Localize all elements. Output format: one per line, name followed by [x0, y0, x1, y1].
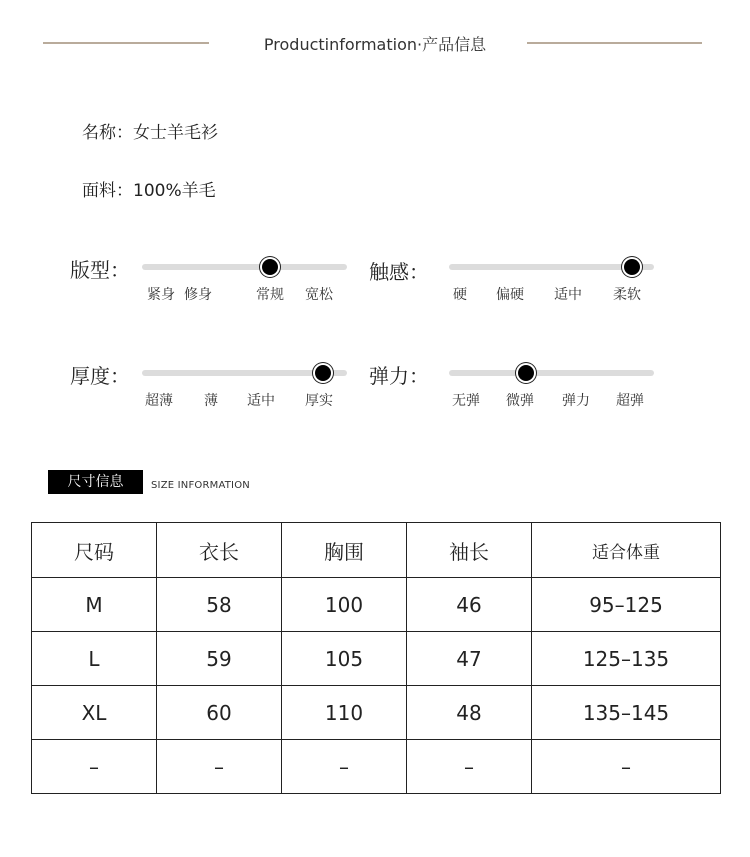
table-cell: –	[282, 740, 407, 794]
table-cell: 135–145	[532, 686, 721, 740]
table-cell: 59	[157, 632, 282, 686]
table-cell: –	[532, 740, 721, 794]
table-cell: 125–135	[532, 632, 721, 686]
attribute-tick: 适中	[247, 393, 275, 409]
attribute-tick: 宽松	[305, 287, 333, 303]
attribute-tick: 弹力	[562, 393, 590, 409]
attribute-tick: 柔软	[613, 287, 641, 303]
table-cell: 47	[407, 632, 532, 686]
attribute-label: 弹力：	[369, 364, 429, 388]
product-name-row	[82, 118, 218, 143]
table-cell: 110	[282, 686, 407, 740]
table-header-cell: 尺码	[32, 523, 157, 578]
attribute-tick: 修身	[184, 287, 212, 303]
table-cell: 105	[282, 632, 407, 686]
attribute-tick: 厚实	[305, 393, 333, 409]
attribute-tick: 薄	[204, 393, 218, 409]
product-name-label: 名称：	[82, 123, 133, 143]
product-fabric-value: 100%羊毛	[133, 181, 216, 201]
table-cell: XL	[32, 686, 157, 740]
table-cell: –	[157, 740, 282, 794]
attribute-track	[142, 264, 347, 270]
attribute-tick: 超弹	[616, 393, 644, 409]
attribute-tick: 无弹	[452, 393, 480, 409]
product-name-value: 女士羊毛衫	[133, 123, 218, 143]
table-cell: 95–125	[532, 578, 721, 632]
page-title: Productinformation·产品信息	[263, 35, 487, 54]
table-row	[32, 632, 721, 686]
table-cell: –	[407, 740, 532, 794]
attribute-label: 厚度：	[70, 364, 130, 388]
header-divider-left	[43, 42, 209, 44]
table-row	[32, 578, 721, 632]
attribute-tick: 适中	[554, 287, 582, 303]
attribute-knob	[315, 365, 331, 381]
table-row	[32, 740, 721, 794]
table-cell: 46	[407, 578, 532, 632]
size-info-badge: 尺寸信息	[48, 470, 143, 494]
header-divider-right	[527, 42, 702, 44]
table-header-row	[32, 523, 721, 578]
attribute-tick: 紧身	[147, 287, 175, 303]
size-info-subtitle: SIZE INFORMATION	[151, 480, 250, 491]
attribute-tick: 常规	[256, 287, 284, 303]
attribute-tick: 超薄	[145, 393, 173, 409]
product-fabric-label: 面料：	[82, 181, 133, 201]
table-cell: L	[32, 632, 157, 686]
attribute-knob	[262, 259, 278, 275]
attribute-label: 版型：	[70, 258, 130, 282]
table-row	[32, 686, 721, 740]
attribute-knob	[624, 259, 640, 275]
attribute-knob	[518, 365, 534, 381]
size-table	[31, 522, 721, 794]
table-header-cell: 袖长	[407, 523, 532, 578]
table-header-cell: 衣长	[157, 523, 282, 578]
attribute-tick: 硬	[453, 287, 467, 303]
table-cell: 100	[282, 578, 407, 632]
table-header-cell: 胸围	[282, 523, 407, 578]
attribute-tick: 微弹	[506, 393, 534, 409]
table-cell: 48	[407, 686, 532, 740]
table-header-cell: 适合体重	[532, 523, 721, 578]
product-fabric-row	[82, 176, 216, 201]
table-cell: –	[32, 740, 157, 794]
table-cell: 58	[157, 578, 282, 632]
table-cell: 60	[157, 686, 282, 740]
attribute-tick: 偏硬	[496, 287, 524, 303]
attribute-track	[449, 370, 654, 376]
table-cell: M	[32, 578, 157, 632]
attribute-label: 触感：	[369, 260, 429, 284]
